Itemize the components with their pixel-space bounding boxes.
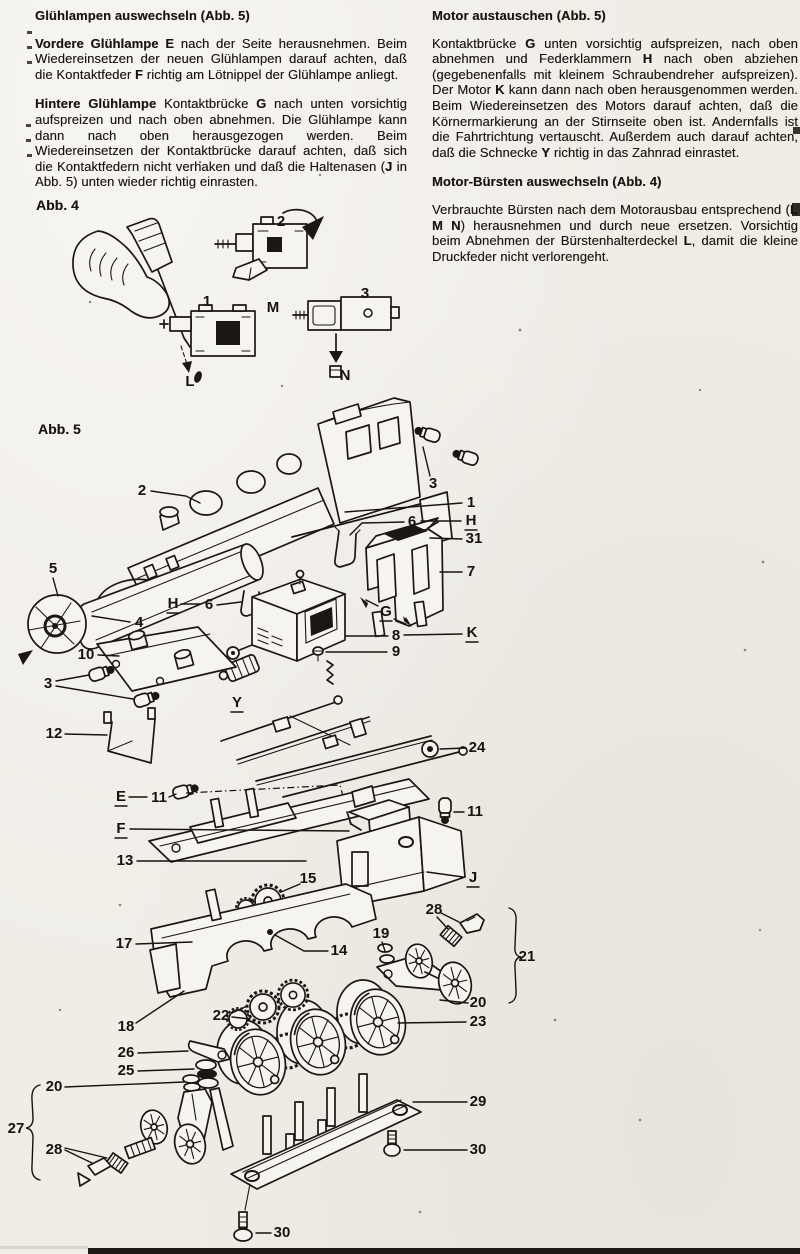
- part-label: 30: [273, 1223, 291, 1241]
- part-label: 23: [469, 1012, 487, 1030]
- fig5-caption: Abb. 5: [38, 421, 81, 437]
- part-label: 15: [299, 869, 317, 887]
- fig5-base-plate: [231, 1074, 421, 1241]
- part-label: 3: [428, 474, 438, 492]
- fig5-rods: [221, 693, 467, 797]
- part-label: 2: [276, 212, 286, 230]
- part-label: J: [468, 868, 478, 886]
- paragraph-motor-austauschen: Kontaktbrücke G unten vorsichtig aufspreizen, nach oben abnehmen und Federklammern H nach oben abziehen (gegebenenfalls mit kleinem Schraubendreher aufspreizen). Der Motor K kann dann nach oben herausgenommen werden. Beim Wiedereinsetzen des Motors darauf achten, daß die Körnermarkierung an der Stirnseite oben ist. Andernfalls ist die Fahrtrichtung vertauscht. Außerdem auch darauf achten, daß die Schnecke Y richtig in das Zahnrad einrastet.: [432, 35, 798, 160]
- part-label: 20: [469, 993, 487, 1011]
- part-label: 5: [48, 559, 58, 577]
- fig4-artwork: [73, 210, 399, 384]
- part-label: 3: [43, 674, 53, 692]
- section-heading-gluehlampen: Glühlampen auswechseln (Abb. 5): [35, 8, 250, 23]
- part-label: 11: [151, 788, 167, 806]
- part-label: 14: [330, 941, 348, 959]
- fig5-artwork: [18, 398, 521, 1241]
- part-label: 4: [134, 613, 144, 631]
- part-label: 11: [467, 802, 483, 820]
- part-label: 3: [360, 284, 370, 302]
- fig4-hand-screwdriver-icon: [73, 219, 203, 384]
- part-label: 6: [204, 595, 214, 613]
- part-label: F: [116, 819, 126, 837]
- part-label: 2: [137, 481, 147, 499]
- part-label: Y: [231, 693, 243, 711]
- part-label: 31: [465, 529, 483, 547]
- part-label: 20: [45, 1077, 63, 1095]
- part-label: 6: [407, 512, 417, 530]
- part-label: L: [185, 372, 195, 390]
- part-label: H: [465, 511, 477, 529]
- fig5-trailing-truck: [78, 1075, 212, 1186]
- fig4-motor-side-view: [293, 297, 399, 377]
- part-label: 8: [391, 626, 401, 644]
- part-label: 22: [212, 1006, 230, 1024]
- part-label: 17: [115, 934, 133, 952]
- part-label: G: [380, 602, 392, 620]
- part-label: 28: [425, 900, 443, 918]
- paragraph-vordere-gluehlampe: Vordere Glühlampe E nach der Seite herausnehmen. Beim Wiedereinsetzen der neuen Glühlampen darauf achten, daß die Kontaktfeder F richtig am Lötnippel der Glühlampe anliegt.: [35, 35, 407, 82]
- part-label: 27: [7, 1119, 25, 1137]
- part-label: 29: [469, 1092, 487, 1110]
- fig5-contact-bridge: [361, 518, 443, 636]
- part-label: N: [339, 366, 351, 384]
- fig4-motor-rotated-view: [215, 210, 324, 280]
- part-label: H: [167, 594, 179, 612]
- part-label: 26: [117, 1043, 135, 1061]
- part-label: 18: [117, 1017, 135, 1035]
- part-label: 10: [77, 645, 95, 663]
- part-label: 9: [391, 642, 401, 660]
- part-label: 21: [518, 947, 536, 965]
- part-label: 1: [202, 292, 212, 310]
- paragraph-motor-buersten: Verbrauchte Bürsten nach dem Motorausbau entsprechend (L M N) herausnehmen und durch neue ersetzen. Vorsichtig beim Abnehmen der Bürstenhalterdeckel L, damit die kleine Druckfeder nicht verlorengeht.: [432, 201, 798, 264]
- part-label: K: [466, 623, 478, 641]
- part-label: 13: [116, 851, 134, 869]
- part-label: 24: [468, 738, 486, 756]
- fig5-drive-wheels: [217, 980, 412, 1101]
- section-heading-motor-austauschen: Motor austauschen (Abb. 5): [432, 8, 606, 23]
- section-heading-motor-buersten: Motor-Bürsten auswechseln (Abb. 4): [432, 174, 662, 190]
- right-column: [432, 8, 798, 278]
- part-label: 7: [466, 562, 476, 580]
- part-label: E: [115, 787, 127, 805]
- fig5-pony-truck: [377, 914, 484, 1007]
- part-label: 28: [45, 1140, 63, 1158]
- part-label: 25: [117, 1061, 135, 1079]
- fig5-bracket: [104, 708, 155, 763]
- fig4-caption: Abb. 4: [36, 197, 79, 213]
- part-label: 19: [372, 924, 390, 942]
- fig5-front-disc: [18, 595, 86, 665]
- brace-27: [26, 1085, 40, 1180]
- paragraph-hintere-gluehlampe: Hintere Glühlampe Kontaktbrücke G nach unten vorsichtig aufspreizen und nach oben abnehmen. Die Glühlampe kann dann nach oben herausgezogen werden. Beim Wiedereinsetzen der Kontaktbrücke darauf achten, daß sich die Kontaktfedern nicht verhaken und daß die Haltenasen (J in Abb. 5) unten wieder richtig einrasten.: [35, 96, 408, 190]
- part-label: 30: [469, 1140, 487, 1158]
- part-label: 1: [466, 493, 476, 511]
- part-label: M: [266, 298, 280, 316]
- left-column: [35, 8, 407, 204]
- part-label: 12: [45, 724, 63, 742]
